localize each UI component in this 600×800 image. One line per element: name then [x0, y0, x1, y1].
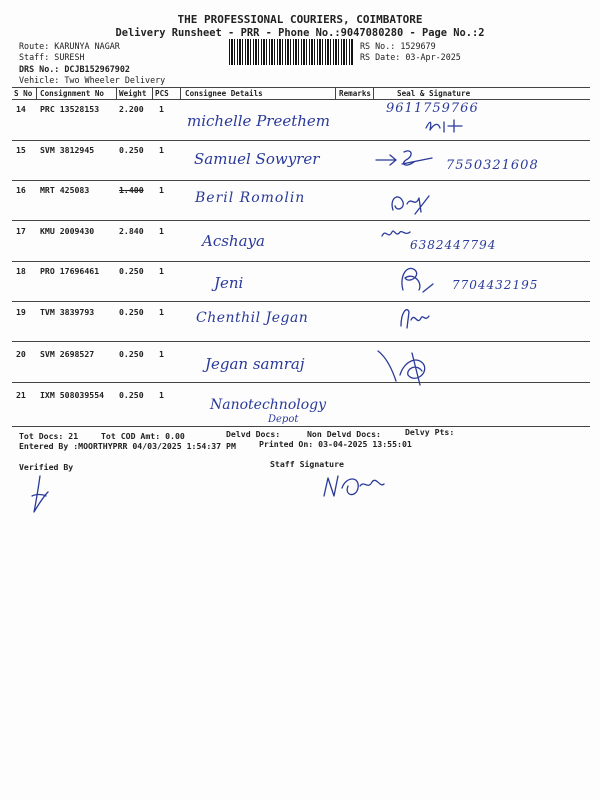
row-consignee-handwritten-2: Depot [268, 414, 299, 425]
rs-number: RS No.: 1529679 [360, 41, 436, 51]
delivered-docs: Delvd Docs: [226, 429, 281, 439]
row-sno: 14 [16, 104, 26, 114]
row-consignee-handwritten: Jegan samraj [205, 355, 305, 373]
row-weight: 0.250 [119, 349, 144, 359]
row-seal-phone: 7704432195 [452, 278, 539, 292]
verified-by-label: Verified By [19, 462, 74, 472]
signature-mark [372, 146, 442, 174]
column-header-remarks: Remarks [339, 89, 372, 98]
total-cod-amount: Tot COD Amt: 0.00 [101, 431, 185, 441]
row-pcs: 1 [159, 266, 164, 276]
verifier-signature [24, 472, 64, 516]
row-sno: 16 [16, 185, 26, 195]
row-pcs: 1 [159, 349, 164, 359]
row-consignee-handwritten: michelle Preethem [187, 112, 331, 130]
row-seal-phone: 7550321608 [446, 158, 539, 173]
column-header-seal: Seal & Signature [397, 89, 471, 98]
row-pcs: 1 [159, 226, 164, 236]
rs-date: RS Date: 03-Apr-2025 [360, 52, 461, 62]
drs-number: DRS No.: DCJB152967902 [19, 64, 130, 74]
signature-mark [420, 116, 480, 138]
row-divider [12, 180, 590, 181]
row-seal-phone: 6382447794 [410, 238, 497, 252]
total-docs: Tot Docs: 21 [19, 431, 79, 441]
row-pcs: 1 [159, 104, 164, 114]
row-sno: 21 [16, 390, 26, 400]
column-header-sno: S No [14, 89, 33, 98]
row-consignee-handwritten: Chenthil Jegan [196, 310, 309, 326]
row-sno: 15 [16, 145, 26, 155]
row-divider [12, 220, 590, 221]
signature-mark [372, 345, 452, 389]
staff-label: Staff: SURESH [19, 52, 85, 62]
column-divider [152, 87, 153, 99]
column-divider [36, 87, 37, 99]
column-divider [180, 87, 181, 99]
runsheet-subtitle: Delivery Runsheet - PRR - Phone No.:9047080280 - Page No.:2 [115, 27, 485, 39]
non-delivered-docs: Non Delvd Docs: [307, 429, 381, 439]
vehicle-label: Vehicle: Two Wheeler Delivery [19, 75, 166, 85]
row-consignment-no: TVM 3839793 [40, 307, 95, 317]
row-seal-phone: 9611759766 [386, 101, 479, 116]
route-label: Route: KARUNYA NAGAR [19, 41, 120, 51]
column-header-consignment: Consignment No [40, 89, 105, 98]
row-weight: 2.200 [119, 104, 144, 114]
column-header-consignee: Consignee Details [185, 89, 263, 98]
staff-signature-label: Staff Signature [270, 459, 344, 469]
row-weight: 0.250 [119, 307, 144, 317]
row-divider [12, 261, 590, 262]
signature-mark [395, 302, 437, 332]
table-bottom-border [12, 426, 590, 427]
row-consignee-handwritten: Beril Romolin [195, 190, 306, 206]
row-pcs: 1 [159, 185, 164, 195]
row-consignee-handwritten: Acshaya [202, 232, 265, 250]
column-divider [116, 87, 117, 99]
table-header-border [12, 99, 590, 100]
row-consignee-handwritten: Samuel Sowyrer [194, 150, 320, 168]
row-consignment-no: MRT 425083 [40, 185, 90, 195]
row-sno: 19 [16, 307, 26, 317]
company-title: THE PROFESSIONAL COURIERS, COIMBATORE [177, 13, 423, 26]
row-consignment-no: PRC 13528153 [40, 104, 100, 114]
row-sno: 18 [16, 266, 26, 276]
row-consignment-no: PRO 17696461 [40, 266, 100, 276]
row-pcs: 1 [159, 390, 164, 400]
row-weight: 2.840 [119, 226, 144, 236]
signature-mark [393, 262, 443, 296]
row-sno: 20 [16, 349, 26, 359]
table-top-border [12, 87, 590, 88]
row-consignment-no: SVM 3812945 [40, 145, 95, 155]
row-consignment-no: IXM 508039554 [40, 390, 105, 400]
row-consignment-no: SVM 2698527 [40, 349, 95, 359]
printed-on: Printed On: 03-04-2025 13:55:01 [259, 439, 412, 449]
row-weight: 0.250 [119, 266, 144, 276]
row-divider [12, 301, 590, 302]
staff-signature [320, 468, 390, 502]
row-sno: 17 [16, 226, 26, 236]
row-consignment-no: KMU 2009430 [40, 226, 95, 236]
signature-mark [385, 188, 435, 218]
entered-by: Entered By :MOORTHYPRR 04/03/2025 1:54:37 PM [19, 441, 236, 451]
row-pcs: 1 [159, 307, 164, 317]
column-header-pcs: PCS [155, 89, 169, 98]
barcode-image [229, 39, 353, 65]
row-weight: 1.400 [119, 185, 144, 195]
row-weight: 0.250 [119, 390, 144, 400]
column-divider [373, 87, 374, 99]
row-divider [12, 341, 590, 342]
column-header-weight: Weight [119, 89, 147, 98]
column-divider [335, 87, 336, 99]
row-consignee-handwritten: Nanotechnology [210, 397, 327, 413]
delivery-points: Delvy Pts: [405, 427, 455, 437]
row-divider [12, 382, 590, 383]
row-weight: 0.250 [119, 145, 144, 155]
row-consignee-handwritten: Jeni [214, 274, 244, 292]
row-pcs: 1 [159, 145, 164, 155]
row-divider [12, 140, 590, 141]
